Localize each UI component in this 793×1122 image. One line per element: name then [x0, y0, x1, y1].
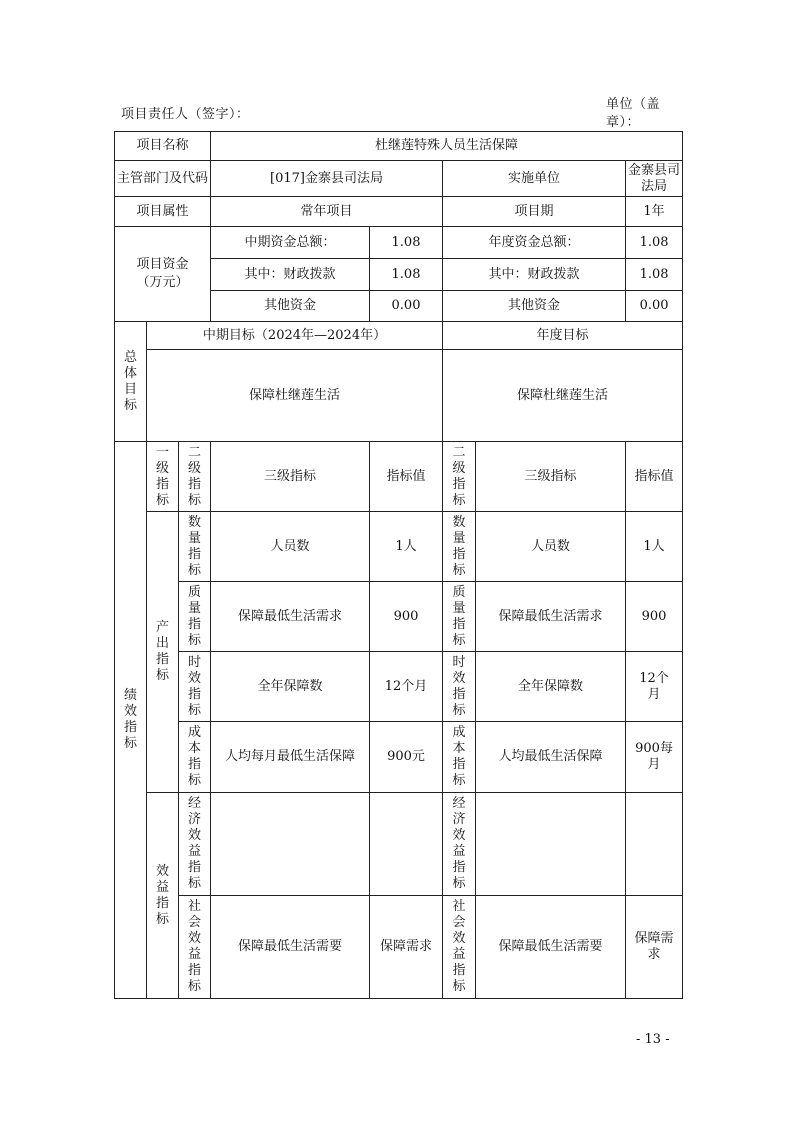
annual-level2-header: 二 级 指 标 — [443, 442, 476, 512]
level3-cell: 保障最低生活需求 — [211, 582, 370, 652]
performance-indicator-label: 绩 效 指 标 — [115, 442, 147, 999]
annual-value-cell: 900 — [626, 582, 683, 652]
project-funds-label: 项目资金 （万元） — [115, 227, 211, 322]
annual-total-value: 1.08 — [626, 227, 683, 259]
annual-level3-cell: 全年保障数 — [476, 652, 626, 722]
level1-indicator-header: 一 级 指 标 — [147, 442, 179, 512]
level2-indicator-header: 二 级 指 标 — [179, 442, 211, 512]
level3-cell: 保障最低生活需要 — [211, 896, 370, 999]
mid-goal-header: 中期目标（2024年—2024年） — [147, 322, 443, 350]
project-period-value: 1年 — [626, 197, 683, 227]
unit-seal-label: 单位（盖章）： — [606, 97, 661, 130]
project-attribute-value: 常年项目 — [211, 197, 443, 227]
annual-fiscal-label: 其中：财政拨款 — [443, 259, 626, 291]
annual-value-cell: 1人 — [626, 512, 683, 582]
table-row — [115, 896, 683, 999]
annual-goal-header: 年度目标 — [443, 322, 683, 350]
annual-goal-text: 保障杜继莲生活 — [443, 350, 683, 442]
overall-goal-label: 总 体 目 标 — [115, 322, 147, 442]
project-name-value: 杜继莲特殊人员生活保障 — [211, 132, 683, 161]
annual-value-header: 指标值 — [626, 442, 683, 512]
annual-level3-cell: 保障最低生活需要 — [476, 896, 626, 999]
annual-level2-cell: 时 效 指 标 — [443, 652, 476, 722]
annual-value-cell: 保障需 求 — [626, 896, 683, 999]
annual-level2-cell: 成 本 指 标 — [443, 722, 476, 793]
value-cell — [370, 793, 443, 896]
annual-fiscal-value: 1.08 — [626, 259, 683, 291]
annual-value-cell: 12个 月 — [626, 652, 683, 722]
department-label: 主管部门及代码 — [115, 161, 211, 197]
value-cell: 12个月 — [370, 652, 443, 722]
annual-level2-cell: 数 量 指 标 — [443, 512, 476, 582]
project-period-label: 项目期 — [443, 197, 626, 227]
level2-cell: 质 量 指 标 — [179, 582, 211, 652]
row-goals-content — [115, 350, 683, 442]
value-cell: 900 — [370, 582, 443, 652]
row-department — [115, 161, 683, 197]
annual-level2-cell: 经 济 效 益 指 标 — [443, 793, 476, 896]
indicator-value-header: 指标值 — [370, 442, 443, 512]
department-value: [017]金寨县司法局 — [211, 161, 443, 197]
mid-fiscal-value: 1.08 — [370, 259, 443, 291]
annual-level3-cell: 保障最低生活需求 — [476, 582, 626, 652]
row-funds-total — [115, 227, 683, 259]
page-number: - 13 - — [636, 1032, 670, 1047]
mid-goal-text: 保障杜继莲生活 — [147, 350, 443, 442]
value-cell: 900元 — [370, 722, 443, 793]
annual-other-value: 0.00 — [626, 291, 683, 322]
annual-level3-cell: 人均最低生活保障 — [476, 722, 626, 793]
row-indicator-header — [115, 442, 683, 512]
row-project-name — [115, 132, 683, 161]
row-goals-header — [115, 322, 683, 350]
annual-value-cell: 900每 月 — [626, 722, 683, 793]
benefit-indicator-label: 效 益 指 标 — [147, 793, 179, 999]
implementing-unit-value: 金寨县司法局 — [626, 161, 683, 197]
responsible-person-label: 项目责任人（签字）： — [121, 107, 250, 122]
value-cell: 保障需求 — [370, 896, 443, 999]
mid-fiscal-label: 其中：财政拨款 — [211, 259, 370, 291]
mid-total-label: 中期资金总额： — [211, 227, 370, 259]
annual-other-label: 其他资金 — [443, 291, 626, 322]
annual-level2-cell: 质 量 指 标 — [443, 582, 476, 652]
level3-indicator-header: 三级指标 — [211, 442, 370, 512]
annual-level3-cell: 人员数 — [476, 512, 626, 582]
table-row — [115, 793, 683, 896]
level2-cell: 社 会 效 益 指 标 — [179, 896, 211, 999]
implementing-unit-label: 实施单位 — [443, 161, 626, 197]
annual-total-label: 年度资金总额： — [443, 227, 626, 259]
table-row — [115, 512, 683, 582]
output-indicator-label: 产 出 指 标 — [147, 512, 179, 793]
level3-cell: 人均每月最低生活保障 — [211, 722, 370, 793]
table-row — [115, 722, 683, 793]
level3-cell: 人员数 — [211, 512, 370, 582]
project-attribute-label: 项目属性 — [115, 197, 211, 227]
annual-level3-header: 三级指标 — [476, 442, 626, 512]
annual-level3-cell — [476, 793, 626, 896]
annual-value-cell — [626, 793, 683, 896]
level2-cell: 经 济 效 益 指 标 — [179, 793, 211, 896]
level3-cell — [211, 793, 370, 896]
level2-cell: 成 本 指 标 — [179, 722, 211, 793]
mid-other-label: 其他资金 — [211, 291, 370, 322]
row-attribute — [115, 197, 683, 227]
table-row — [115, 652, 683, 722]
value-cell: 1人 — [370, 512, 443, 582]
level2-cell: 数 量 指 标 — [179, 512, 211, 582]
annual-level2-cell: 社 会 效 益 指 标 — [443, 896, 476, 999]
level2-cell: 时 效 指 标 — [179, 652, 211, 722]
mid-total-value: 1.08 — [370, 227, 443, 259]
performance-target-table — [114, 131, 683, 999]
level3-cell: 全年保障数 — [211, 652, 370, 722]
project-name-label: 项目名称 — [115, 132, 211, 161]
mid-other-value: 0.00 — [370, 291, 443, 322]
table-row — [115, 582, 683, 652]
